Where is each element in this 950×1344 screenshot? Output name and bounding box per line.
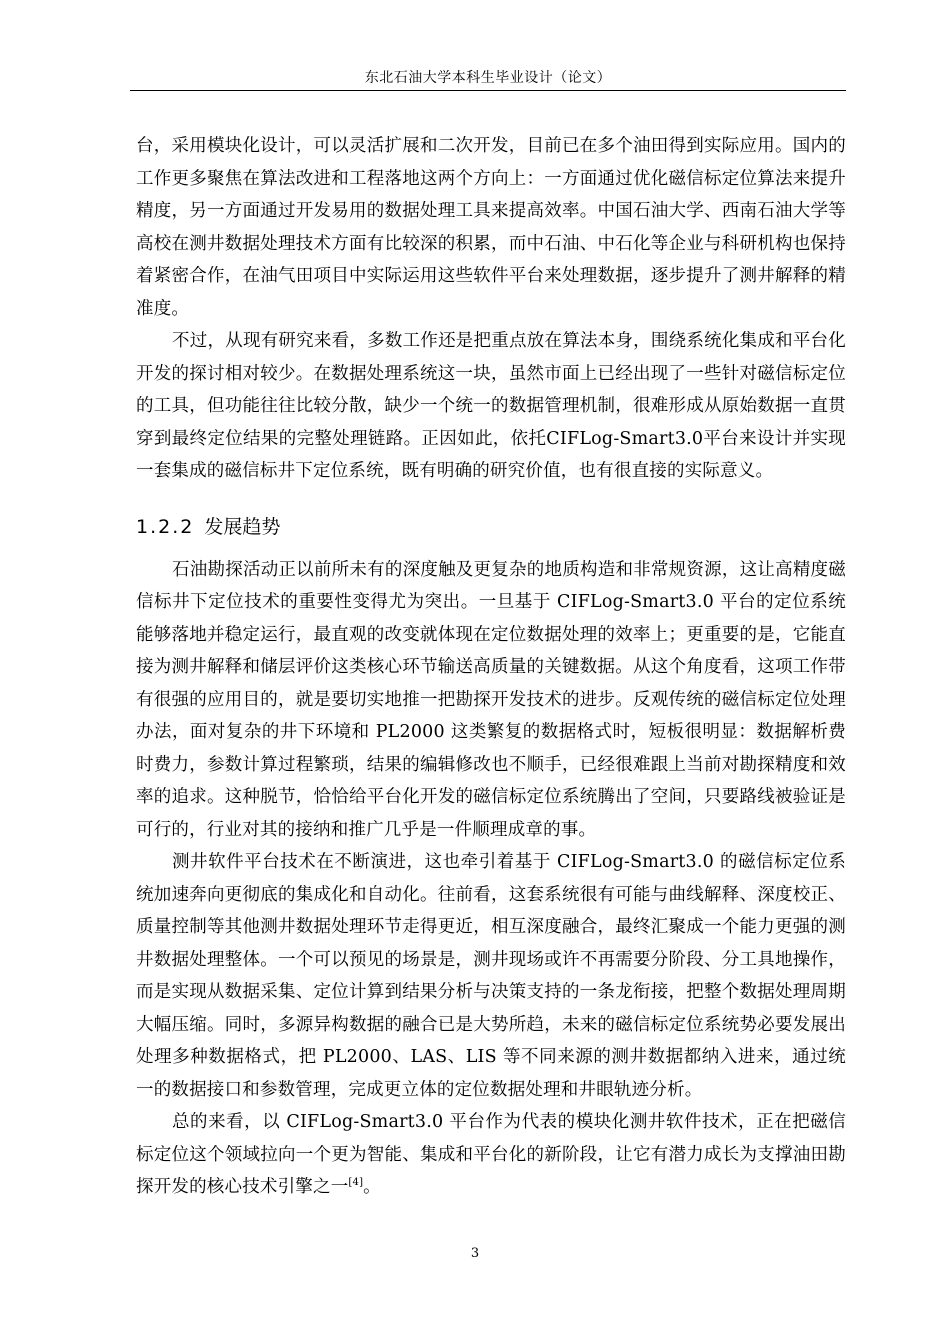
section-heading	[136, 513, 846, 541]
section-title: 发展趋势	[204, 515, 281, 538]
section-number: 1.2.2	[136, 515, 195, 538]
page-header: 东北石油大学本科生毕业设计（论文）	[364, 70, 612, 86]
paragraph-future-integration: 测井软件平台技术在不断演进，这也牵引着基于 CIFLog-Smart3.0 的磁信标定位系统加速奔向更彻底的集成化和自动化。往前看，这套系统很有可能与曲线解释、深度校正、质量控制等其他测井数据处理环节走得更近，相互深度融合，最终汇聚成一个能力更强的测井数据处理整体。一个可以预见的场景是，测井现场或许不再需要分阶段、分工具地操作，而是实现从数据采集、定位计算到结果分析与决策支持的一条龙衔接，把整个数据处理周期大幅压缩。同时，多源异构数据的融合已是大势所趋，未来的磁信标定位系统势必要发展出处理多种数据格式，把 PL2000、LAS、LIS 等不同来源的测井数据都纳入进来，通过统一的数据接口和参数管理，完成更立体的定位数据处理和井眼轨迹分析。	[136, 852, 846, 1100]
paragraph-significance: 石油勘探活动正以前所未有的深度触及更复杂的地质构造和非常规资源，这让高精度磁信标井下定位技术的重要性变得尤为突出。一旦基于 CIFLog-Smart3.0 平台的定位系统能够落地并稳定运行，最直观的改变就体现在定位数据处理的效率上；更重要的是，它能直接为测井解释和储层评价这类核心环节输送高质量的关键数据。从这个角度看，这项工作带有很强的应用目的，就是要切实地推一把勘探开发技术的进步。反观传统的磁信标定位处理办法，面对复杂的井下环境和 PL2000 这类繁复的数据格式时，短板很明显：数据解析费时费力，参数计算过程繁琐，结果的编辑修改也不顺手，已经很难跟上当前对勘探精度和效率的追求。这种脱节，恰恰给平台化开发的磁信标定位系统腾出了空间，只要路线被验证是可行的，行业对其的接纳和推广几乎是一件顺理成章的事。	[136, 559, 846, 840]
page-number: 3	[470, 1246, 480, 1261]
body-text	[136, 130, 846, 1204]
summary-text: 总的来看，以 CIFLog-Smart3.0 平台作为代表的模块化测井软件技术，正在把磁信标定位这个领域拉向一个更为智能、集成和平台化的新阶段，让它有潜力成长为支撑油田勘探开发的核心技术引擎之一	[136, 1112, 846, 1197]
header-rule	[130, 90, 846, 91]
paragraph-research-gap: 不过，从现有研究来看，多数工作还是把重点放在算法本身，围绕系统化集成和平台化开发的探讨相对较少。在数据处理系统这一块，虽然市面上已经出现了一些针对磁信标定位的工具，但功能往往比较分散，缺少一个统一的数据管理机制，很难形成从原始数据一直贯穿到最终定位结果的完整处理链路。正因如此，依托CIFLog-Smart3.0平台来设计并实现一套集成的磁信标井下定位系统，既有明确的研究价值，也有很直接的实际意义。	[136, 331, 846, 481]
paragraph-summary	[136, 1106, 846, 1204]
paragraph-continued: 台，采用模块化设计，可以灵活扩展和二次开发，目前已在多个油田得到实际应用。国内的工作更多聚焦在算法改进和工程落地这两个方向上：一方面通过优化磁信标定位算法来提升精度，另一方面通过开发易用的数据处理工具来提高效率。中国石油大学、西南石油大学等高校在测井数据处理技术方面有比较深的积累，而中石油、中石化等企业与科研机构也保持着紧密合作，在油气田项目中实际运用这些软件平台来处理数据，逐步提升了测井解释的精准度。	[136, 136, 846, 319]
summary-end: 。	[363, 1177, 381, 1197]
citation-ref[interactable]: [4]	[348, 1177, 364, 1188]
